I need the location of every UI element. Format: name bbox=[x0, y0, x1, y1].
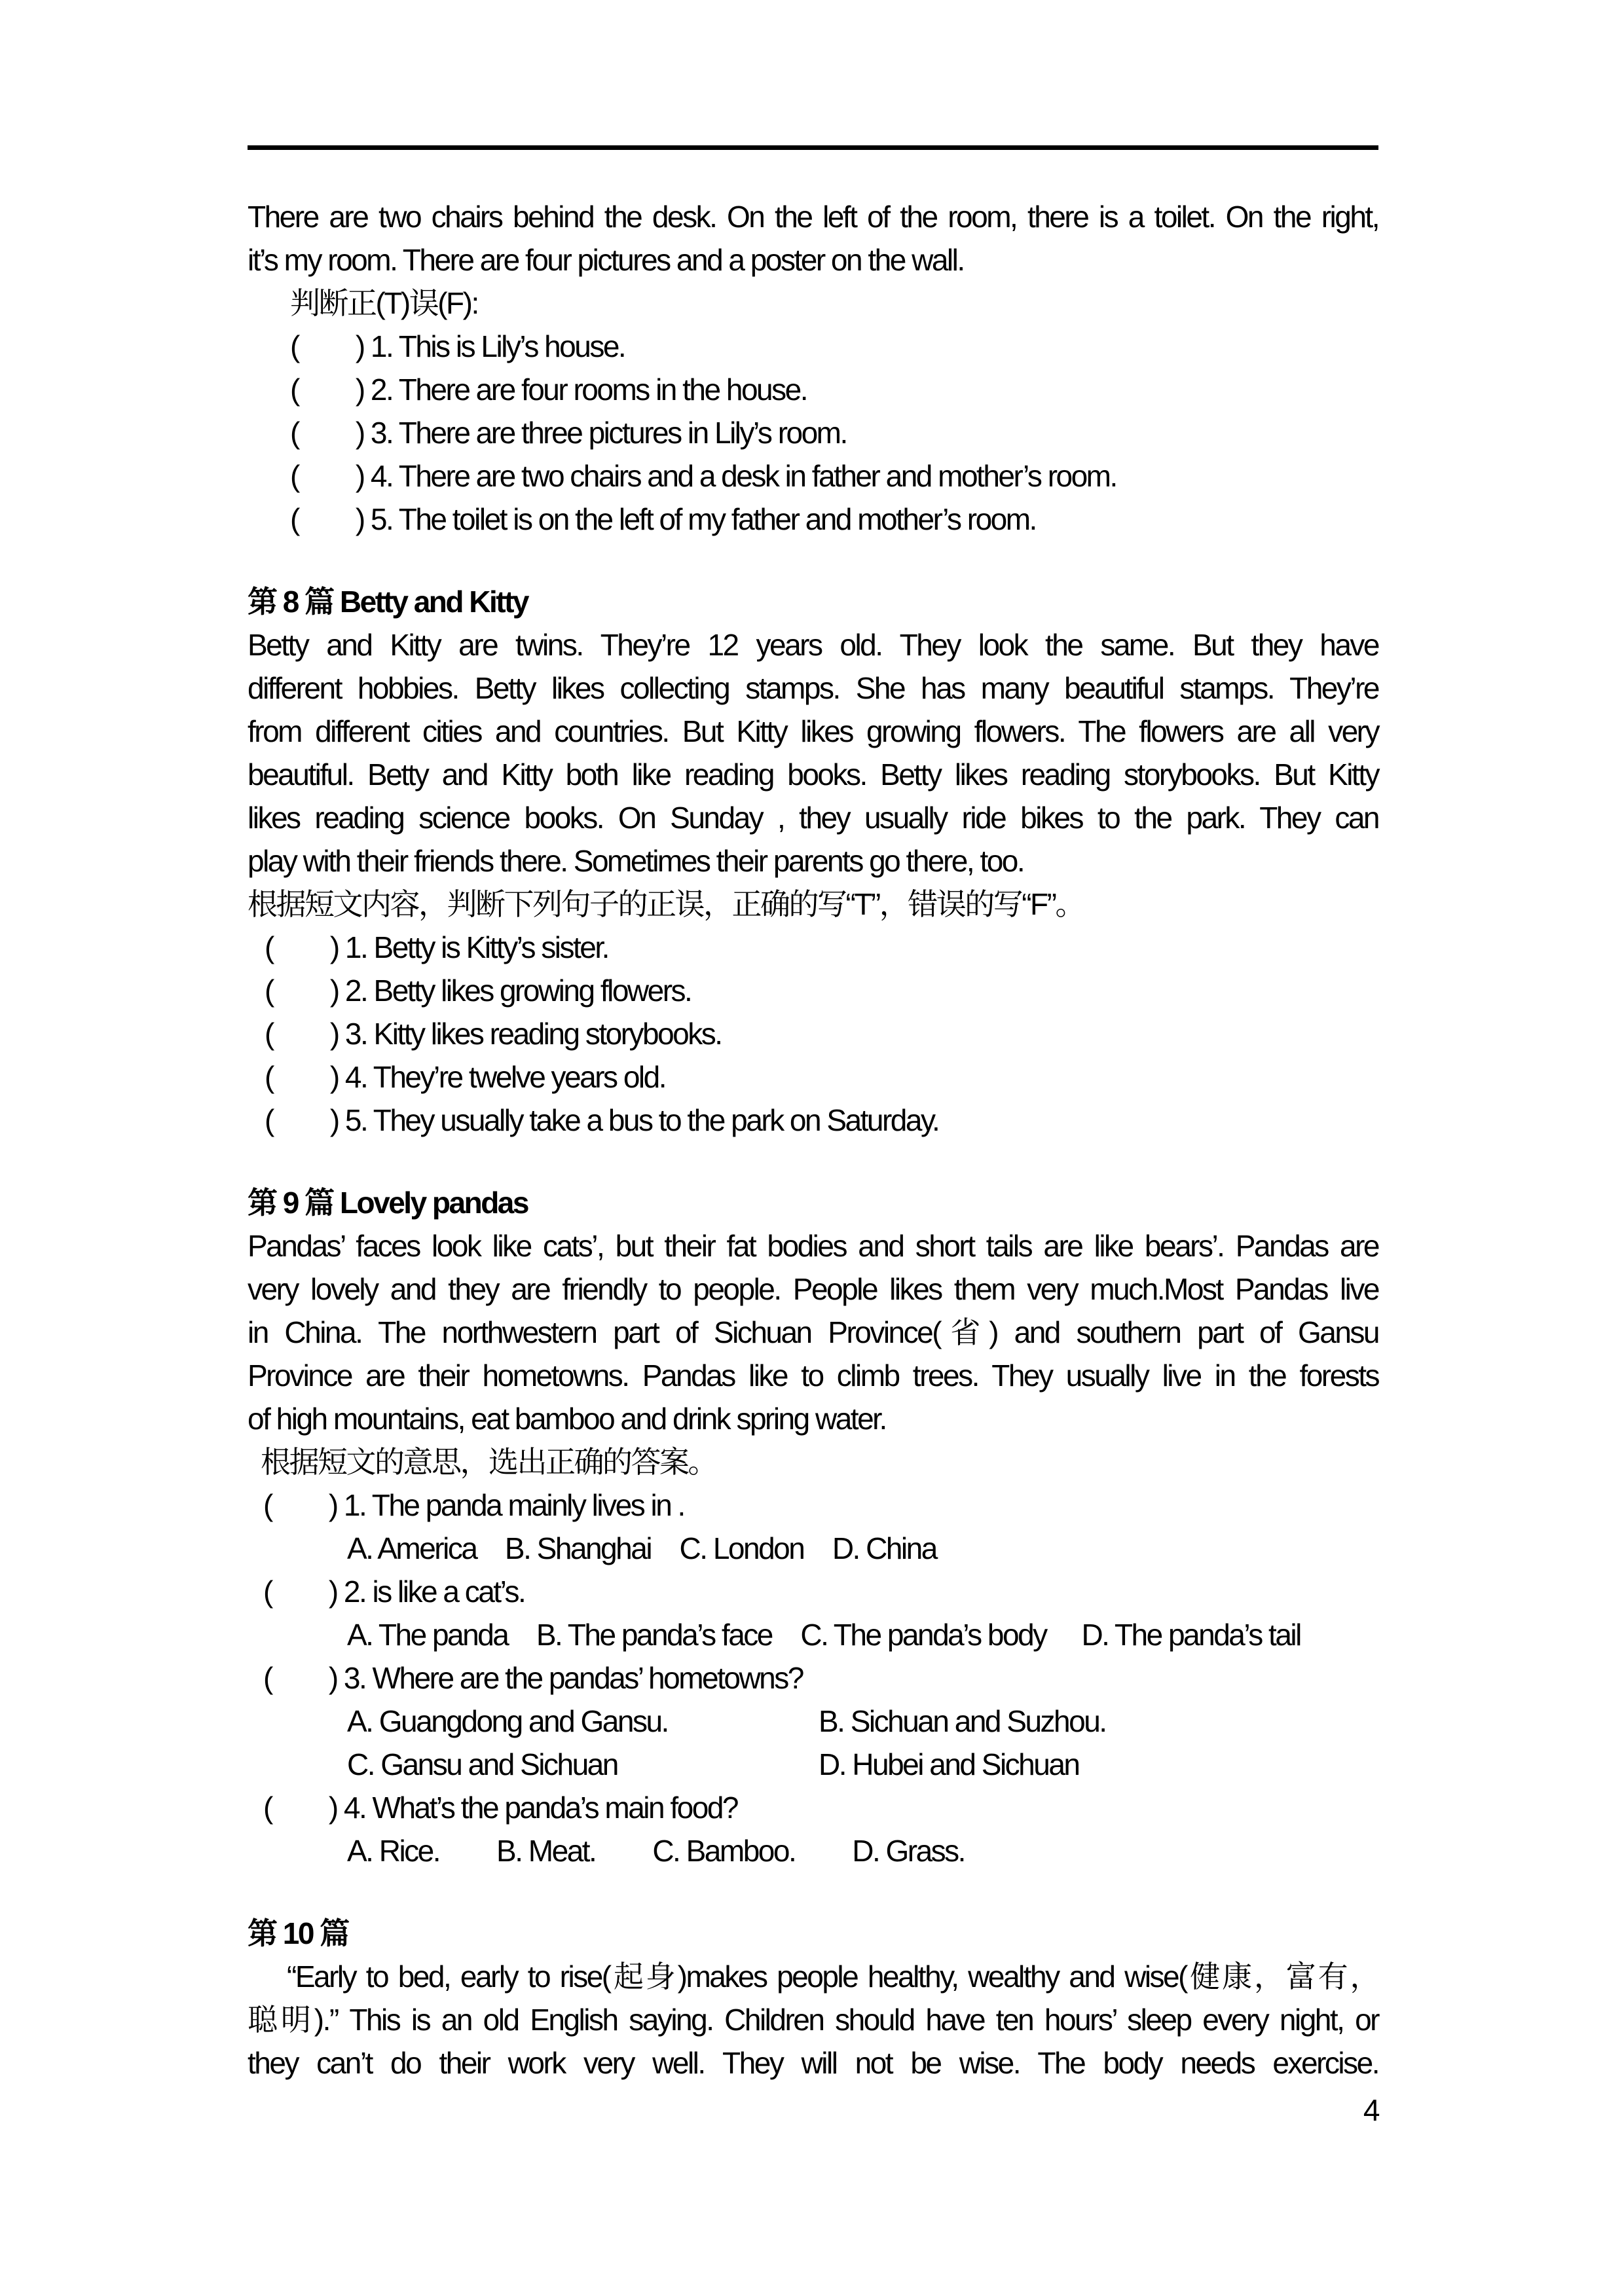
passage-line: in China. The northwestern part of Sichuan Province(省) and southern part of Gansu bbox=[248, 1315, 1378, 1349]
passage-line: it’s my room. There are four pictures and a poster on the wall. bbox=[248, 243, 964, 277]
tf-item: ( ) 1. This is Lily’s house. bbox=[290, 329, 625, 363]
instruction-line: 根据短文内容，判断下列句子的正误，正确的写“T”，错误的写“F”。 bbox=[248, 887, 1084, 921]
passage-line: beautiful. Betty and Kitty both like reading books. Betty likes reading storybooks. But Kitty bbox=[248, 757, 1378, 792]
question-stem: ( ) 3. Where are the pandas’ hometowns? bbox=[263, 1661, 803, 1695]
options-line bbox=[248, 1743, 1378, 1786]
tf-item: ( ) 1. Betty is Kitty’s sister. bbox=[265, 930, 608, 964]
options-line bbox=[248, 1700, 1378, 1743]
spacer bbox=[248, 1872, 1378, 1912]
header-rule bbox=[248, 145, 1378, 150]
instruction-line: 判断正(T)误(F): bbox=[290, 286, 478, 320]
question-stem: ( ) 1. The panda mainly lives in . bbox=[263, 1488, 684, 1522]
passage-line: Pandas’ faces look like cats’, but their fat bodies and short tails are like bears’. Pandas are bbox=[248, 1229, 1378, 1263]
option-c: C. Gansu and Sichuan bbox=[347, 1747, 618, 1781]
section-9 bbox=[248, 1181, 1378, 1872]
option-d: D. Hubei and Sichuan bbox=[819, 1747, 1079, 1781]
passage-line: likes reading science books. On Sunday , they usually ride bikes to the park. They can bbox=[248, 801, 1378, 835]
passage-line: of high mountains, eat bamboo and drink spring water. bbox=[248, 1402, 886, 1436]
options-line: A. Rice. B. Meat. C. Bamboo. D. Grass. bbox=[347, 1834, 965, 1868]
spacer bbox=[248, 1142, 1378, 1181]
section-title: 第 8 篇 Betty and Kitty bbox=[248, 585, 528, 619]
passage-line: they can’t do their work very well. They will not be wise. The body needs exercise. bbox=[248, 2046, 1378, 2080]
passage-line: Betty and Kitty are twins. They’re 12 years old. They look the same. But they have bbox=[248, 628, 1378, 662]
passage-line: 聪明).” This is an old English saying. Children should have ten hours’ sleep every night, or bbox=[248, 2003, 1378, 2037]
section-10 bbox=[248, 1912, 1378, 2085]
passage-line: “Early to bed, early to rise(起身)makes people healthy, wealthy and wise(健康，富有， bbox=[287, 1959, 1378, 1994]
option-b: B. Sichuan and Suzhou. bbox=[819, 1704, 1106, 1738]
tf-item: ( ) 4. There are two chairs and a desk in father and mother’s room. bbox=[290, 459, 1116, 493]
tf-item: ( ) 4. They’re twelve years old. bbox=[265, 1060, 665, 1094]
passage-line: very lovely and they are friendly to people. People likes them very much.Most Pandas live bbox=[248, 1272, 1378, 1306]
tf-item: ( ) 2. Betty likes growing flowers. bbox=[265, 974, 692, 1008]
section-title: 第 9 篇 Lovely pandas bbox=[248, 1186, 528, 1220]
passage-line: from different cities and countries. But Kitty likes growing flowers. The flowers are all very bbox=[248, 714, 1378, 748]
tf-item: ( ) 5. They usually take a bus to the park on Saturday. bbox=[265, 1103, 939, 1137]
question-stem: ( ) 4. What’s the panda’s main food? bbox=[263, 1791, 737, 1825]
passage-line: different hobbies. Betty likes collecting stamps. She has many beautiful stamps. They’re bbox=[248, 671, 1378, 705]
section-title: 第 10 篇 bbox=[248, 1916, 348, 1950]
tf-item: ( ) 3. Kitty likes reading storybooks. bbox=[265, 1017, 722, 1051]
option-a: A. Guangdong and Gansu. bbox=[347, 1704, 668, 1738]
passage-line: There are two chairs behind the desk. On the left of the room, there is a toilet. On the right, bbox=[248, 200, 1378, 234]
passage-line: play with their friends there. Sometimes their parents go there, too. bbox=[248, 844, 1024, 878]
page-content bbox=[248, 195, 1378, 2085]
section-8 bbox=[248, 580, 1378, 1142]
tf-item: ( ) 3. There are three pictures in Lily’s room. bbox=[290, 416, 847, 450]
passage-line: Province are their hometowns. Pandas like to climb trees. They usually live in the forests bbox=[248, 1358, 1378, 1393]
options-line: A. America B. Shanghai C. London D. China bbox=[347, 1531, 936, 1565]
tf-item: ( ) 5. The toilet is on the left of my father and mother’s room. bbox=[290, 502, 1036, 536]
tf-item: ( ) 2. There are four rooms in the house. bbox=[290, 373, 807, 407]
section-7 bbox=[248, 195, 1378, 541]
instruction-line: 根据短文的意思，选出正确的答案。 bbox=[261, 1445, 716, 1479]
spacer bbox=[248, 541, 1378, 580]
options-line: A. The panda B. The panda’s face C. The panda’s body D. The panda’s tail bbox=[347, 1618, 1301, 1652]
question-stem: ( ) 2. is like a cat’s. bbox=[263, 1575, 525, 1609]
page-number: 4 bbox=[1363, 2093, 1378, 2127]
